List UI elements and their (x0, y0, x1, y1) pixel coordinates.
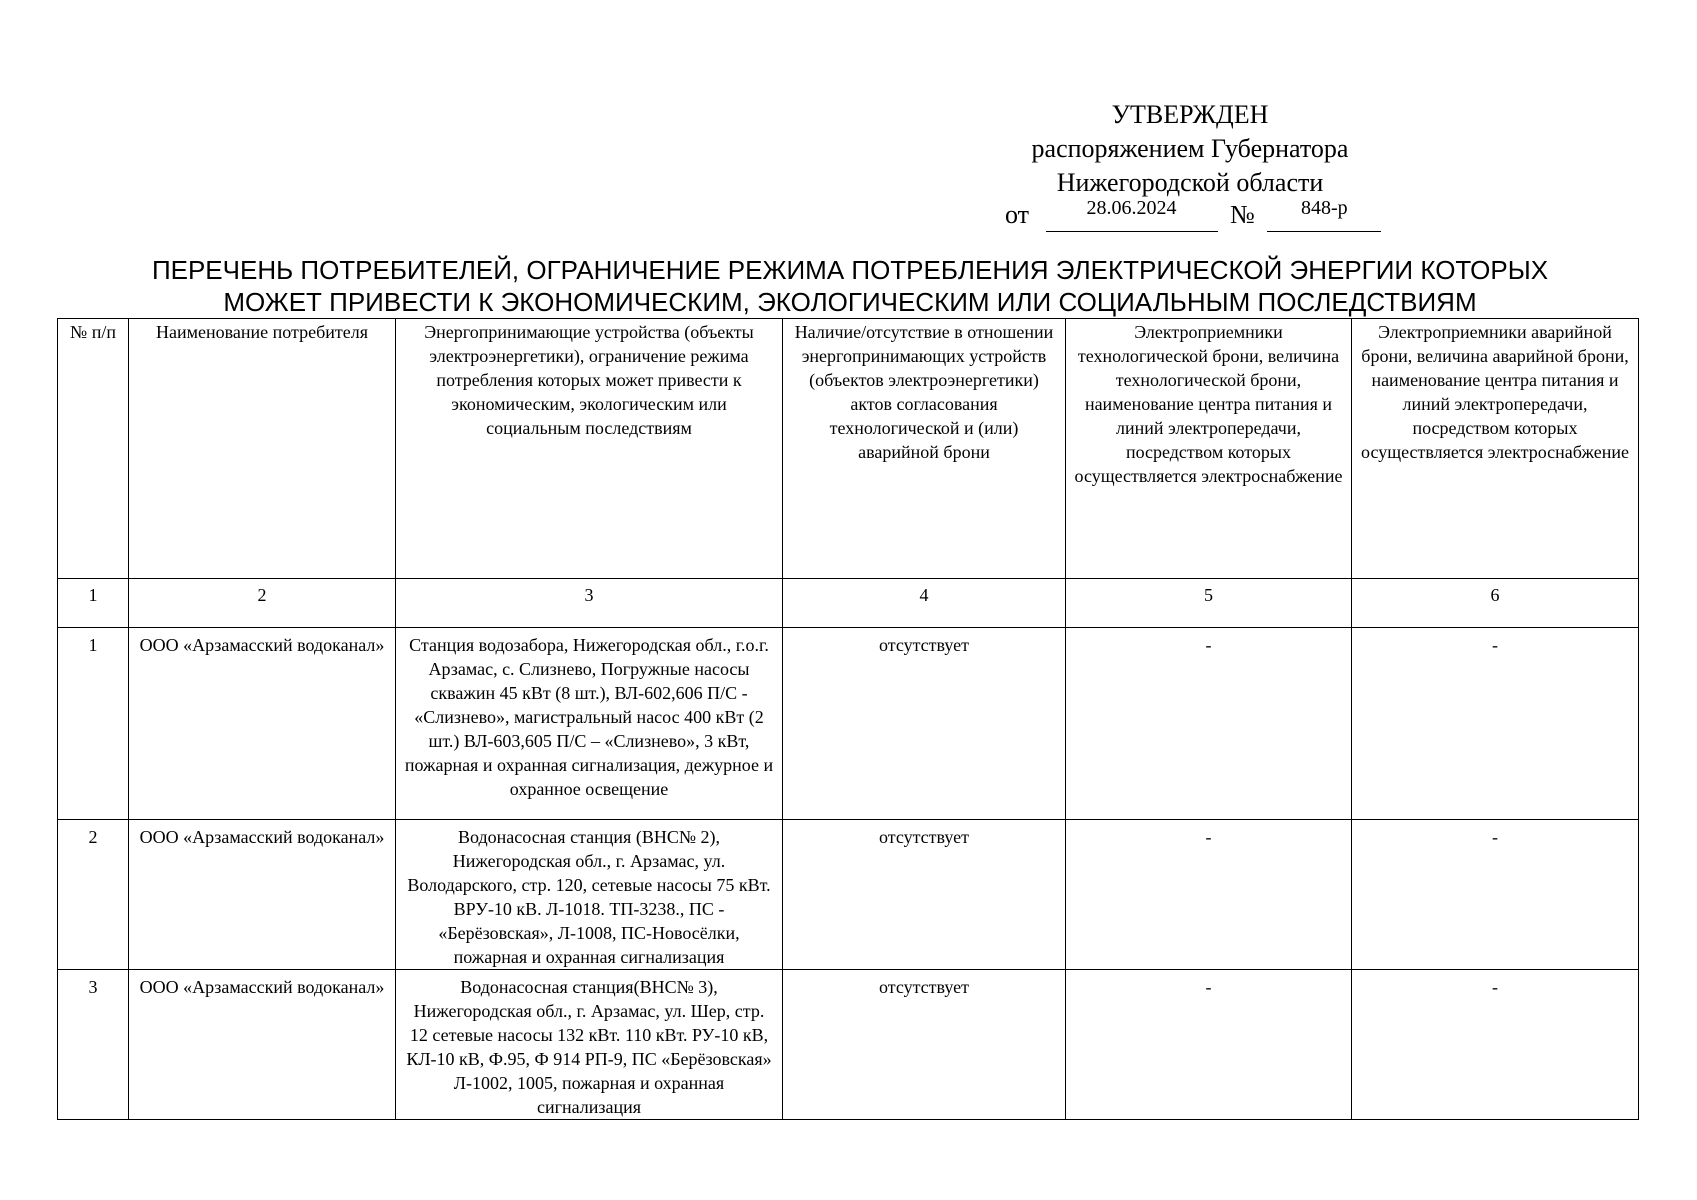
date-field (1046, 197, 1218, 232)
row-index: 3 (58, 970, 129, 1120)
approval-region: Нижегородской области (1056, 168, 1324, 197)
column-number: 2 (129, 579, 396, 628)
table-header-row (58, 319, 1639, 579)
acts-status: отсутствует (783, 628, 1066, 820)
emergency-reserve-value: - (1352, 628, 1639, 820)
column-number: 6 (1352, 579, 1639, 628)
column-number-row (58, 579, 1639, 628)
device-description: Водонасосная станция(ВНС№ 3), Нижегородская обл., г. Арзамас, ул. Шер, стр. 12 сетевые насосы 132 кВт. 110 кВт. РУ-10 кВ, КЛ-10 кВ, Ф.95, Ф 914 РП-9, ПС «Берёзовская» Л-1002, 1005, пожарная и охранная сигнализация (396, 970, 783, 1120)
tech-reserve-value: - (1066, 820, 1352, 970)
column-number: 3 (396, 579, 783, 628)
header-consumer: Наименование потребителя (129, 319, 396, 579)
title-line-2: МОЖЕТ ПРИВЕСТИ К ЭКОНОМИЧЕСКИМ, ЭКОЛОГИЧЕСКИМ ИЛИ СОЦИАЛЬНЫМ ПОСЛЕДСТВИЯМ (223, 287, 1477, 317)
column-number: 4 (783, 579, 1066, 628)
tech-reserve-value: - (1066, 970, 1352, 1120)
consumers-table (57, 318, 1639, 1120)
acts-status: отсутствует (783, 820, 1066, 970)
table-row (58, 820, 1639, 970)
title-line-1: ПЕРЕЧЕНЬ ПОТРЕБИТЕЛЕЙ, ОГРАНИЧЕНИЕ РЕЖИМА ПОТРЕБЛЕНИЯ ЭЛЕКТРИЧЕСКОЙ ЭНЕРГИИ КОТОРЫХ (151, 255, 1549, 285)
header-devices: Энергопринимающие устройства (объекты электроэнергетики), ограничение режима потребления которых может привести к экономическим, экологическим или социальным последствиям (396, 319, 783, 579)
approval-heading: УТВЕРЖДЕН (1111, 100, 1269, 129)
row-index: 1 (58, 628, 129, 820)
table-row (58, 628, 1639, 820)
approval-date-row (1005, 198, 1381, 232)
column-number: 1 (58, 579, 129, 628)
consumer-name: ООО «Арзамасский водоканал» (129, 970, 396, 1120)
consumer-name: ООО «Арзамасский водоканал» (129, 820, 396, 970)
document-title (60, 254, 1640, 318)
header-emergency-reserve: Электроприемники аварийной брони, величина аварийной брони, наименование центра питания и линий электропередачи, посредством которых осуществляется электроснабжение (1352, 319, 1639, 579)
acts-status: отсутствует (783, 970, 1066, 1120)
date-label: от (1005, 200, 1030, 229)
number-label: № (1230, 200, 1255, 229)
header-index: № п/п (58, 319, 129, 579)
approval-block (990, 98, 1390, 200)
consumer-name: ООО «Арзамасский водоканал» (129, 628, 396, 820)
device-description: Водонасосная станция (ВНС№ 2), Нижегородская обл., г. Арзамас, ул. Володарского, стр. 120, сетевые насосы 75 кВт. ВРУ-10 кВ. Л-1018. ТП-3238., ПС - «Берёзовская», Л-1008, ПС-Новосёлки, пожарная и охранная сигнализация (396, 820, 783, 970)
number-value: 848-р (1301, 197, 1348, 219)
tech-reserve-value: - (1066, 628, 1352, 820)
approval-issuer: распоряжением Губернатора (1031, 134, 1349, 163)
row-index: 2 (58, 820, 129, 970)
number-field (1267, 197, 1381, 232)
emergency-reserve-value: - (1352, 970, 1639, 1120)
column-number: 5 (1066, 579, 1352, 628)
emergency-reserve-value: - (1352, 820, 1639, 970)
header-acts: Наличие/отсутствие в отношении энергопринимающих устройств (объектов электроэнергетики) актов согласования технологической и (или) аварийной брони (783, 319, 1066, 579)
header-tech-reserve: Электроприемники технологической брони, величина технологической брони, наименование центра питания и линий электропередачи, посредством которых осуществляется электроснабжение (1066, 319, 1352, 579)
table-row (58, 970, 1639, 1120)
date-value: 28.06.2024 (1086, 197, 1177, 219)
device-description: Станция водозабора, Нижегородская обл., г.о.г. Арзамас, с. Слизнево, Погружные насосы скважин 45 кВт (8 шт.), ВЛ-602,606 П/С - «Слизнево», магистральный насос 400 кВт (2 шт.) ВЛ-603,605 П/С – «Слизнево», 3 кВт, пожарная и охранная сигнализация, дежурное и охранное освещение (396, 628, 783, 820)
